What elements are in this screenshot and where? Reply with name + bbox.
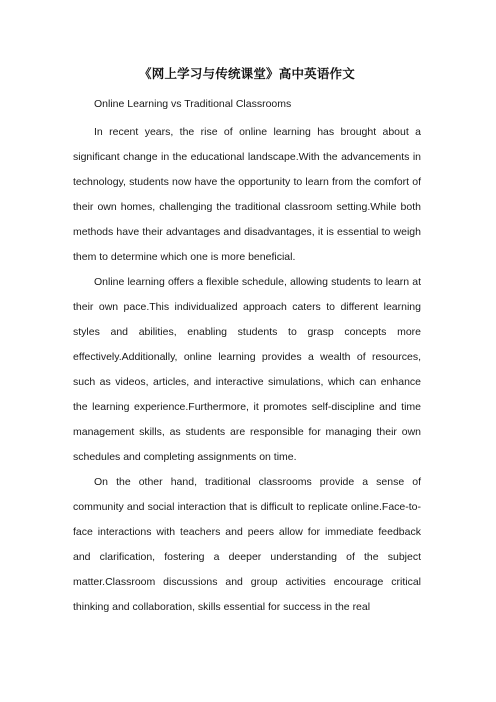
paragraph-2: Online learning offers a flexible schedule, allowing students to learn at their own pace.This individualized approach caters to different learning styles and abilities, enabling students to grasp concepts more effectively.Additionally, online learning provides a wealth of resources, such as videos, articles, and interactive simulations, which can enhance the learning experience.Furthermore, it promotes self-discipline and time management skills, as students are responsible for managing their own schedules and completing assignments on time. bbox=[73, 276, 421, 463]
paragraph-3: On the other hand, traditional classrooms provide a sense of community and social interaction that is difficult to replicate online.Face-to-face interactions with teachers and peers allow for immediate feedback and clarification, fostering a deeper understanding of the subject matter.Classroom discussions and group activities encourage critical thinking and collaboration, skills essential for success in the real bbox=[73, 476, 421, 613]
essay-subtitle: Online Learning vs Traditional Classrooms bbox=[94, 98, 292, 110]
paragraph-1: In recent years, the rise of online learning has brought about a significant change in the educational landscape.With the advancements in technology, students now have the opportunity to learn from the comfort of their own homes, challenging the traditional classroom setting.While both methods have their advantages and disadvantages, it is essential to weigh them to determine which one is more beneficial. bbox=[73, 126, 421, 263]
document-title: 《网上学习与传统课堂》高中英语作文 bbox=[139, 66, 355, 81]
document-page bbox=[73, 60, 421, 620]
